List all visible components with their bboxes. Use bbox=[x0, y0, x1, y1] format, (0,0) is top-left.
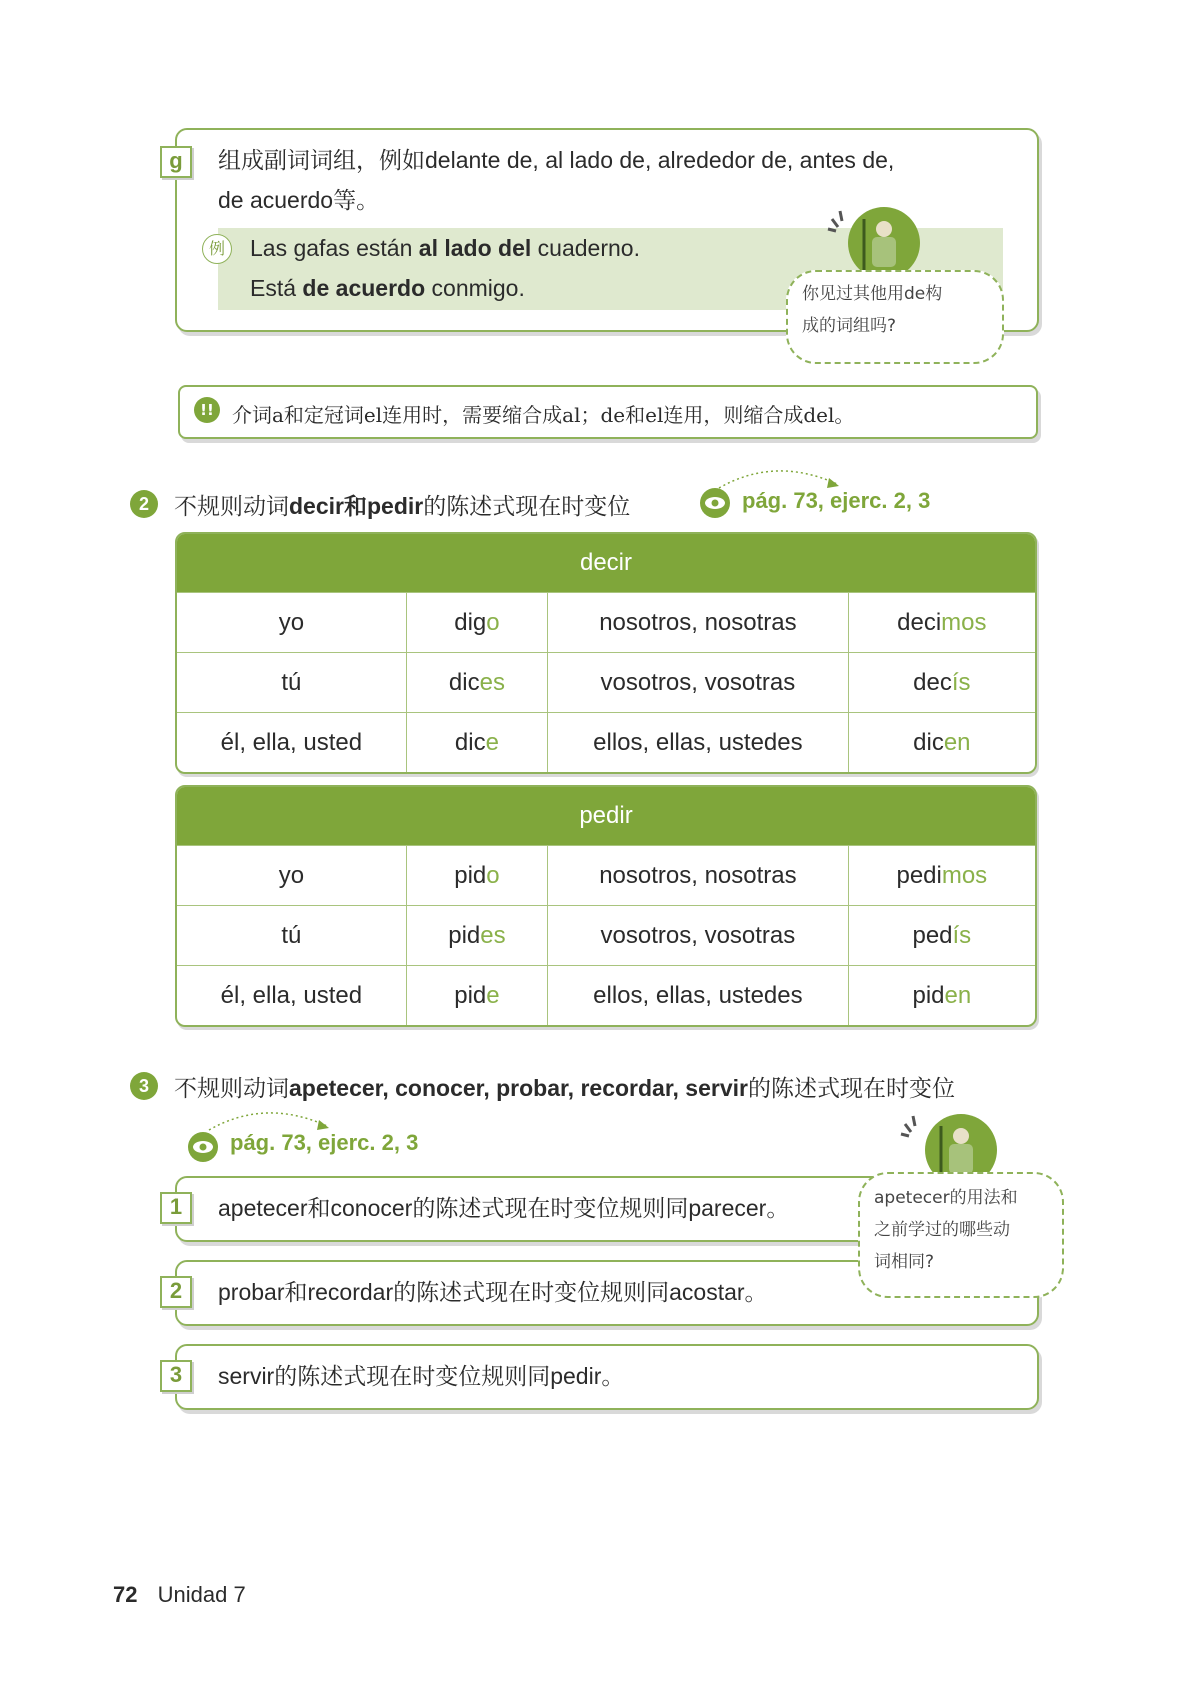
decir-p1: yo bbox=[278, 608, 305, 636]
bubble-g-line2: 成的词组吗? bbox=[802, 316, 897, 336]
decir-conjugation-table bbox=[175, 532, 1037, 774]
decir-cell-v2 bbox=[848, 592, 1035, 652]
decir-v2-stem: dec bbox=[913, 668, 952, 696]
decir-cell-p2 bbox=[547, 592, 848, 652]
pedir-cell-p1 bbox=[177, 845, 406, 905]
section-3-title-pre: 不规则动词 bbox=[174, 1075, 289, 1101]
section-3-title-post: 的陈述式现在时变位 bbox=[747, 1075, 955, 1101]
bubble-3-line2: 之前学过的哪些动 bbox=[874, 1220, 1010, 1240]
decir-v1-stem: dic bbox=[454, 728, 486, 756]
section-g-letter: g bbox=[160, 146, 192, 178]
pedir-p1: él, ella, usted bbox=[220, 981, 363, 1009]
decir-cell-p2 bbox=[547, 712, 848, 772]
ex1-post: cuaderno. bbox=[531, 235, 640, 261]
decir-v2-stem: deci bbox=[897, 608, 942, 636]
decir-cell-v1 bbox=[406, 652, 547, 712]
ex2-bold: de acuerdo bbox=[302, 275, 426, 301]
bubble-3-line1: apetecer的用法和 bbox=[874, 1188, 1018, 1208]
decir-p2: nosotros, nosotras bbox=[599, 608, 797, 636]
bubble-g-line1: 你见过其他用de构 bbox=[802, 284, 943, 304]
pedir-cell-v1 bbox=[406, 965, 547, 1025]
rule-item-1-number: 1 bbox=[160, 1192, 192, 1224]
unit-label: Unidad 7 bbox=[157, 1582, 246, 1607]
eye-icon bbox=[700, 488, 730, 518]
section-2-ref: pág. 73, ejerc. 2, 3 bbox=[742, 488, 931, 513]
decir-row bbox=[177, 652, 1035, 712]
decir-v1-end: o bbox=[486, 608, 500, 636]
pedir-cell-v2 bbox=[848, 845, 1035, 905]
decir-cell-v1 bbox=[406, 592, 547, 652]
pedir-row bbox=[177, 905, 1035, 965]
section-2-number: 2 bbox=[130, 490, 158, 518]
decir-p1: él, ella, usted bbox=[220, 728, 363, 756]
pedir-p2: vosotros, vosotras bbox=[600, 921, 796, 949]
pedir-conjugation-table bbox=[175, 785, 1037, 1027]
pedir-cell-v2 bbox=[848, 905, 1035, 965]
section-3-number: 3 bbox=[130, 1072, 158, 1100]
example-mark bbox=[202, 234, 232, 264]
pedir-cell-v1 bbox=[406, 905, 547, 965]
decir-cell-p1 bbox=[177, 652, 406, 712]
rule-item-2-text: probar和recordar的陈述式现在时变位规则同acostar。 bbox=[218, 1279, 768, 1305]
pedir-v2-stem: pedi bbox=[896, 861, 942, 889]
pedir-v2-end: ís bbox=[952, 921, 972, 949]
section-2-title bbox=[174, 488, 630, 521]
section-3-title bbox=[174, 1070, 955, 1103]
pedir-p2: nosotros, nosotras bbox=[599, 861, 797, 889]
pedir-v1-end: e bbox=[486, 981, 500, 1009]
example-sentence-1 bbox=[250, 228, 640, 268]
rule-item-3-number: 3 bbox=[160, 1360, 192, 1392]
decir-v1-stem: dig bbox=[454, 608, 487, 636]
ex2-pre: Está bbox=[250, 275, 303, 301]
decir-v1-stem: dic bbox=[448, 668, 480, 696]
decir-cell-v2 bbox=[848, 712, 1035, 772]
eye-icon-3 bbox=[188, 1132, 218, 1162]
ex1-bold: al lado del bbox=[418, 235, 532, 261]
section-2-title-pre: 不规则动词 bbox=[174, 493, 289, 519]
pedir-cell-p1 bbox=[177, 905, 406, 965]
pedir-row bbox=[177, 845, 1035, 905]
pedir-cell-p2 bbox=[547, 845, 848, 905]
decir-v2-end: ís bbox=[951, 668, 971, 696]
contraction-note bbox=[178, 385, 1038, 439]
pedir-cell-p1 bbox=[177, 965, 406, 1025]
section-g-text-line1: 组成副词词组，例如delante de, al lado de, alrededor de, antes de, bbox=[218, 147, 895, 173]
pedir-cell-p2 bbox=[547, 965, 848, 1025]
rule-item-2-number: 2 bbox=[160, 1276, 192, 1308]
decir-v1-end: es bbox=[479, 668, 505, 696]
pedir-v1-end: es bbox=[480, 921, 506, 949]
bubble-3-line3: 词相同? bbox=[874, 1252, 935, 1272]
decir-cell-v1 bbox=[406, 712, 547, 772]
pedir-row bbox=[177, 965, 1035, 1025]
ex1-pre: Las gafas están bbox=[250, 235, 419, 261]
decir-cell-p1 bbox=[177, 592, 406, 652]
decir-v2-end: en bbox=[943, 728, 971, 756]
pedir-v2-end: mos bbox=[941, 861, 988, 889]
section-2-title-post: 的陈述式现在时变位 bbox=[423, 493, 631, 519]
decir-p2: ellos, ellas, ustedes bbox=[593, 728, 803, 756]
section-g-text-line2: de acuerdo等。 bbox=[218, 187, 380, 213]
decir-cell-p2 bbox=[547, 652, 848, 712]
decir-row bbox=[177, 712, 1035, 772]
pedir-cell-v1 bbox=[406, 845, 547, 905]
decir-v1-end: e bbox=[485, 728, 499, 756]
decir-v2-stem: dic bbox=[913, 728, 944, 756]
pedir-v1-stem: pid bbox=[454, 981, 487, 1009]
thought-bubble-3 bbox=[858, 1172, 1064, 1298]
rule-item-3-text: servir的陈述式现在时变位规则同pedir。 bbox=[218, 1363, 625, 1389]
pedir-p1: yo bbox=[278, 861, 305, 889]
ex2-post: conmigo. bbox=[425, 275, 525, 301]
pedir-v1-stem: pid bbox=[448, 921, 481, 949]
section-3-title-bold: apetecer, conocer, probar, recordar, servir bbox=[289, 1075, 748, 1101]
pedir-cell-v2 bbox=[848, 965, 1035, 1025]
page-number: 72 bbox=[113, 1582, 138, 1607]
example-sentence-2 bbox=[250, 268, 525, 308]
thought-bubble-g bbox=[786, 270, 1004, 364]
pedir-table-header: pedir bbox=[177, 787, 1035, 845]
section-2-title-bold: decir和pedir bbox=[289, 493, 424, 519]
decir-p1: tú bbox=[281, 668, 302, 696]
decir-p2: vosotros, vosotras bbox=[600, 668, 796, 696]
pedir-v1-end: o bbox=[486, 861, 500, 889]
pedir-v2-end: en bbox=[944, 981, 972, 1009]
pedir-v2-stem: ped bbox=[912, 921, 953, 949]
decir-cell-p1 bbox=[177, 712, 406, 772]
page-footer bbox=[113, 1582, 246, 1608]
pedir-p1: tú bbox=[281, 921, 302, 949]
decir-cell-v2 bbox=[848, 652, 1035, 712]
decir-table-header: decir bbox=[177, 534, 1035, 592]
pedir-cell-p2 bbox=[547, 905, 848, 965]
decir-v2-end: mos bbox=[941, 608, 987, 636]
example-mark-text: 例 bbox=[208, 239, 225, 258]
rule-item-1-text: apetecer和conocer的陈述式现在时变位规则同parecer。 bbox=[218, 1195, 790, 1221]
pedir-p2: ellos, ellas, ustedes bbox=[593, 981, 803, 1009]
pedir-v2-stem: pid bbox=[912, 981, 945, 1009]
section-3-ref: pág. 73, ejerc. 2, 3 bbox=[230, 1130, 419, 1155]
pedir-v1-stem: pid bbox=[454, 861, 487, 889]
note-text: 介词a和定冠词el连用时，需要缩合成al；de和el连用，则缩合成del。 bbox=[232, 403, 855, 427]
decir-row bbox=[177, 592, 1035, 652]
warning-icon: !! bbox=[194, 397, 220, 423]
